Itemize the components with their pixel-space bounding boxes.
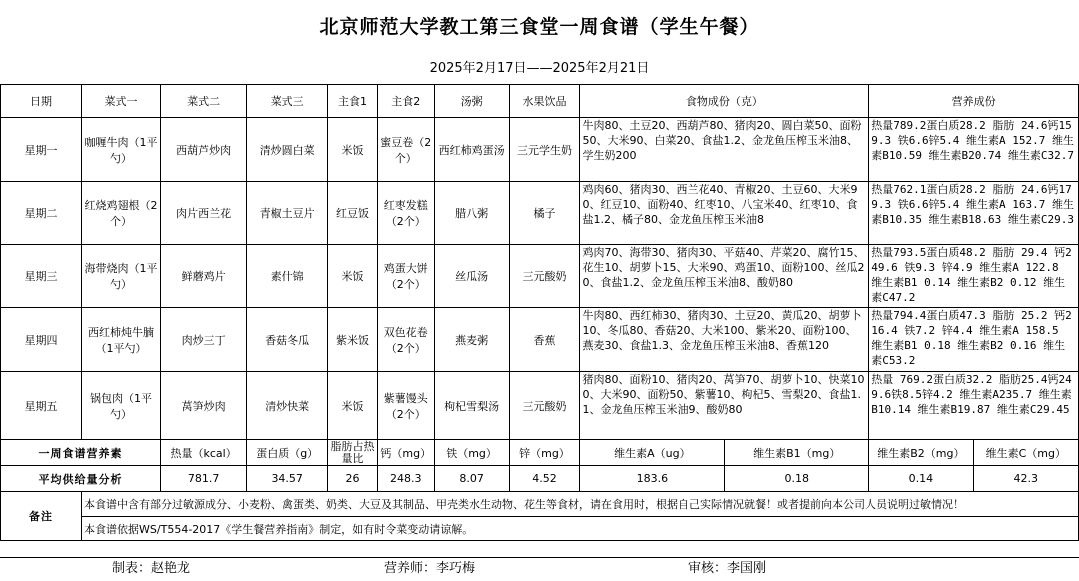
staple2-cell: 蜜豆卷（2个） [377, 118, 434, 182]
header-dish1: 菜式一 [82, 85, 161, 118]
summary-header-iron: 铁（mg） [434, 440, 509, 466]
day-label: 星期三 [1, 245, 82, 308]
summary-value-fat: 26 [328, 466, 378, 492]
staple1-cell: 米饭 [328, 372, 378, 440]
summary-header-zinc: 锌（mg） [509, 440, 580, 466]
header-row [1, 85, 1079, 118]
nutrition-cell: 热量793.5蛋白质48.2 脂肪 29.4 钙249.6 铁9.3 锌4.9 维生素A 122.8 维生素B1 0.14 维生素B2 0.12 维生素C47.2 [869, 245, 1079, 308]
dish1-cell: 西红柿炖牛腩（1平勺） [82, 308, 161, 372]
dish3-cell: 清炒快菜 [247, 372, 328, 440]
nutrition-cell: 热量762.1蛋白质28.2 脂肪 24.6钙179.3 铁6.6锌5.4 维生素A 163.7 维生素B10.35 维生素B18.63 维生素C29.3 [869, 182, 1079, 245]
header-nutrition: 营养成份 [869, 85, 1079, 118]
header-staple2: 主食2 [377, 85, 434, 118]
header-dish3: 菜式三 [247, 85, 328, 118]
summary-values-row [1, 466, 1079, 492]
day-row-mon [1, 118, 1079, 182]
summary-label-1: 一周食谱营养素 [1, 440, 161, 466]
nutrition-cell: 热量794.4蛋白质47.3 脂肪 25.2 钙216.4 铁7.2 锌4.4 维生素A 158.5 维生素B1 0.18 维生素B2 0.16 维生素C53.2 [869, 308, 1079, 372]
page-title: 北京师范大学教工第三食堂一周食谱（学生午餐） [319, 16, 760, 38]
menu-table [0, 84, 1079, 541]
staple2-cell: 鸡蛋大饼（2个） [377, 245, 434, 308]
header-drink: 水果饮品 [509, 85, 580, 118]
notes-row-1 [1, 492, 1079, 517]
day-row-wed [1, 245, 1079, 308]
maker-label: 制表：赵艳龙 [112, 561, 191, 576]
soup-cell: 丝瓜汤 [434, 245, 509, 308]
date-range: 2025年2月17日——2025年2月21日 [429, 61, 650, 76]
summary-value-iron: 8.07 [434, 466, 509, 492]
summary-header-protein: 蛋白质（g） [247, 440, 328, 466]
nutrition-cell: 热量 769.2蛋白质32.2 脂肪25.4钙249.6铁8.5锌4.2 维生素A235.7 维生素B10.14 维生素B19.87 维生素C29.45 [869, 372, 1079, 440]
nutrition-cell: 热量789.2蛋白质28.2 脂肪 24.6钙159.3 铁6.6锌5.4 维生素A 152.7 维生素B10.59 维生素B20.74 维生素C32.7 [869, 118, 1079, 182]
reviewer-label: 审核：李国刚 [688, 561, 767, 576]
staple2-cell: 红枣发糕（2个） [377, 182, 434, 245]
ingredients-cell: 鸡肉70、海带30、猪肉30、平菇40、芹菜20、腐竹15、花生10、胡萝卜15、大米90、鸡蛋10、面粉100、丝瓜20、食盐1.2、金龙鱼压榨玉米油8、酸奶80 [580, 245, 869, 308]
summary-header-row [1, 440, 1079, 466]
summary-header-fat: 脂肪占热量比 [328, 440, 378, 466]
staple2-cell: 紫薯馒头（2个） [377, 372, 434, 440]
drink-cell: 香蕉 [509, 308, 580, 372]
signature-bar [0, 557, 1079, 581]
day-row-thu [1, 308, 1079, 372]
header-ingredients: 食物成份（克） [580, 85, 869, 118]
summary-header-vita: 维生素A（ug） [580, 440, 725, 466]
soup-cell: 西红柿鸡蛋汤 [434, 118, 509, 182]
summary-value-vitb1: 0.18 [725, 466, 869, 492]
dish2-cell: 莴笋炒肉 [161, 372, 247, 440]
summary-value-zinc: 4.52 [509, 466, 580, 492]
notes-line-2: 本食谱依据WS/T554-2017《学生餐营养指南》制定，如有时令菜变动请谅解。 [82, 517, 1079, 541]
dish3-cell: 素什锦 [247, 245, 328, 308]
notes-label: 备注 [1, 492, 82, 541]
header-date: 日期 [1, 85, 82, 118]
drink-cell: 三元酸奶 [509, 372, 580, 440]
dish1-cell: 咖喱牛肉（1平勺） [82, 118, 161, 182]
summary-header-vitb1: 维生素B1（mg） [725, 440, 869, 466]
summary-header-vitc: 维生素C（mg） [973, 440, 1078, 466]
summary-header-energy: 热量（kcal） [161, 440, 247, 466]
summary-header-vitb2: 维生素B2（mg） [869, 440, 973, 466]
staple1-cell: 米饭 [328, 118, 378, 182]
ingredients-cell: 牛肉80、西红柿30、猪肉30、土豆20、黄瓜20、胡萝卜10、冬瓜80、香菇20、大米100、紫米20、面粉100、燕麦30、食盐1.3、金龙鱼压榨玉米油8、香蕉120 [580, 308, 869, 372]
summary-value-energy: 781.7 [161, 466, 247, 492]
ingredients-cell: 鸡肉60、猪肉30、西兰花40、青椒20、土豆60、大米90、红豆10、面粉40、红枣10、八宝米40、红枣10、食盐1.2、橘子80、金龙鱼压榨玉米油8 [580, 182, 869, 245]
summary-value-vitb2: 0.14 [869, 466, 973, 492]
staple1-cell: 红豆饭 [328, 182, 378, 245]
summary-value-calcium: 248.3 [377, 466, 434, 492]
dish3-cell: 青椒土豆片 [247, 182, 328, 245]
soup-cell: 枸杞雪梨汤 [434, 372, 509, 440]
dish2-cell: 肉炒三丁 [161, 308, 247, 372]
drink-cell: 橘子 [509, 182, 580, 245]
day-label: 星期五 [1, 372, 82, 440]
header-staple1: 主食1 [328, 85, 378, 118]
notes-row-2 [1, 517, 1079, 541]
day-label: 星期四 [1, 308, 82, 372]
summary-value-vita: 183.6 [580, 466, 725, 492]
summary-value-protein: 34.57 [247, 466, 328, 492]
dish1-cell: 锅包肉（1平勺） [82, 372, 161, 440]
header-soup: 汤粥 [434, 85, 509, 118]
summary-label-2: 平均供给量分析 [1, 466, 161, 492]
ingredients-cell: 猪肉80、面粉10、猪肉20、莴笋70、胡萝卜10、快菜100、大米90、面粉50、紫薯10、枸杞5、雪梨20、食盐1.1、金龙鱼压榨玉米油9、酸奶80 [580, 372, 869, 440]
dish1-cell: 红烧鸡翅根（2个） [82, 182, 161, 245]
staple2-cell: 双色花卷（2个） [377, 308, 434, 372]
dish2-cell: 肉片西兰花 [161, 182, 247, 245]
summary-value-vitc: 42.3 [973, 466, 1078, 492]
day-row-fri [1, 372, 1079, 440]
notes-line-1: 本食谱中含有部分过敏源成分、小麦粉、禽蛋类、奶类、大豆及其制品、甲壳类水生动物、花生等食材，请在食用时，根据自己实际情况就餐！或者提前向本公司人员说明过敏情况！ [82, 492, 1079, 517]
drink-cell: 三元学生奶 [509, 118, 580, 182]
dish3-cell: 香菇冬瓜 [247, 308, 328, 372]
dish2-cell: 西葫芦炒肉 [161, 118, 247, 182]
dietitian-label: 营养师：李巧梅 [384, 561, 476, 576]
dish3-cell: 清炒圆白菜 [247, 118, 328, 182]
staple1-cell: 紫米饭 [328, 308, 378, 372]
drink-cell: 三元酸奶 [509, 245, 580, 308]
soup-cell: 腊八粥 [434, 182, 509, 245]
soup-cell: 燕麦粥 [434, 308, 509, 372]
day-label: 星期二 [1, 182, 82, 245]
ingredients-cell: 牛肉80、土豆20、西葫芦80、猪肉20、圆白菜50、面粉50、大米90、白菜20、食盐1.2、金龙鱼压榨玉米油8、学生奶200 [580, 118, 869, 182]
dish2-cell: 鲜蘑鸡片 [161, 245, 247, 308]
summary-header-calcium: 钙（mg） [377, 440, 434, 466]
header-dish2: 菜式二 [161, 85, 247, 118]
day-label: 星期一 [1, 118, 82, 182]
dish1-cell: 海带烧肉（1平勺） [82, 245, 161, 308]
staple1-cell: 米饭 [328, 245, 378, 308]
day-row-tue [1, 182, 1079, 245]
